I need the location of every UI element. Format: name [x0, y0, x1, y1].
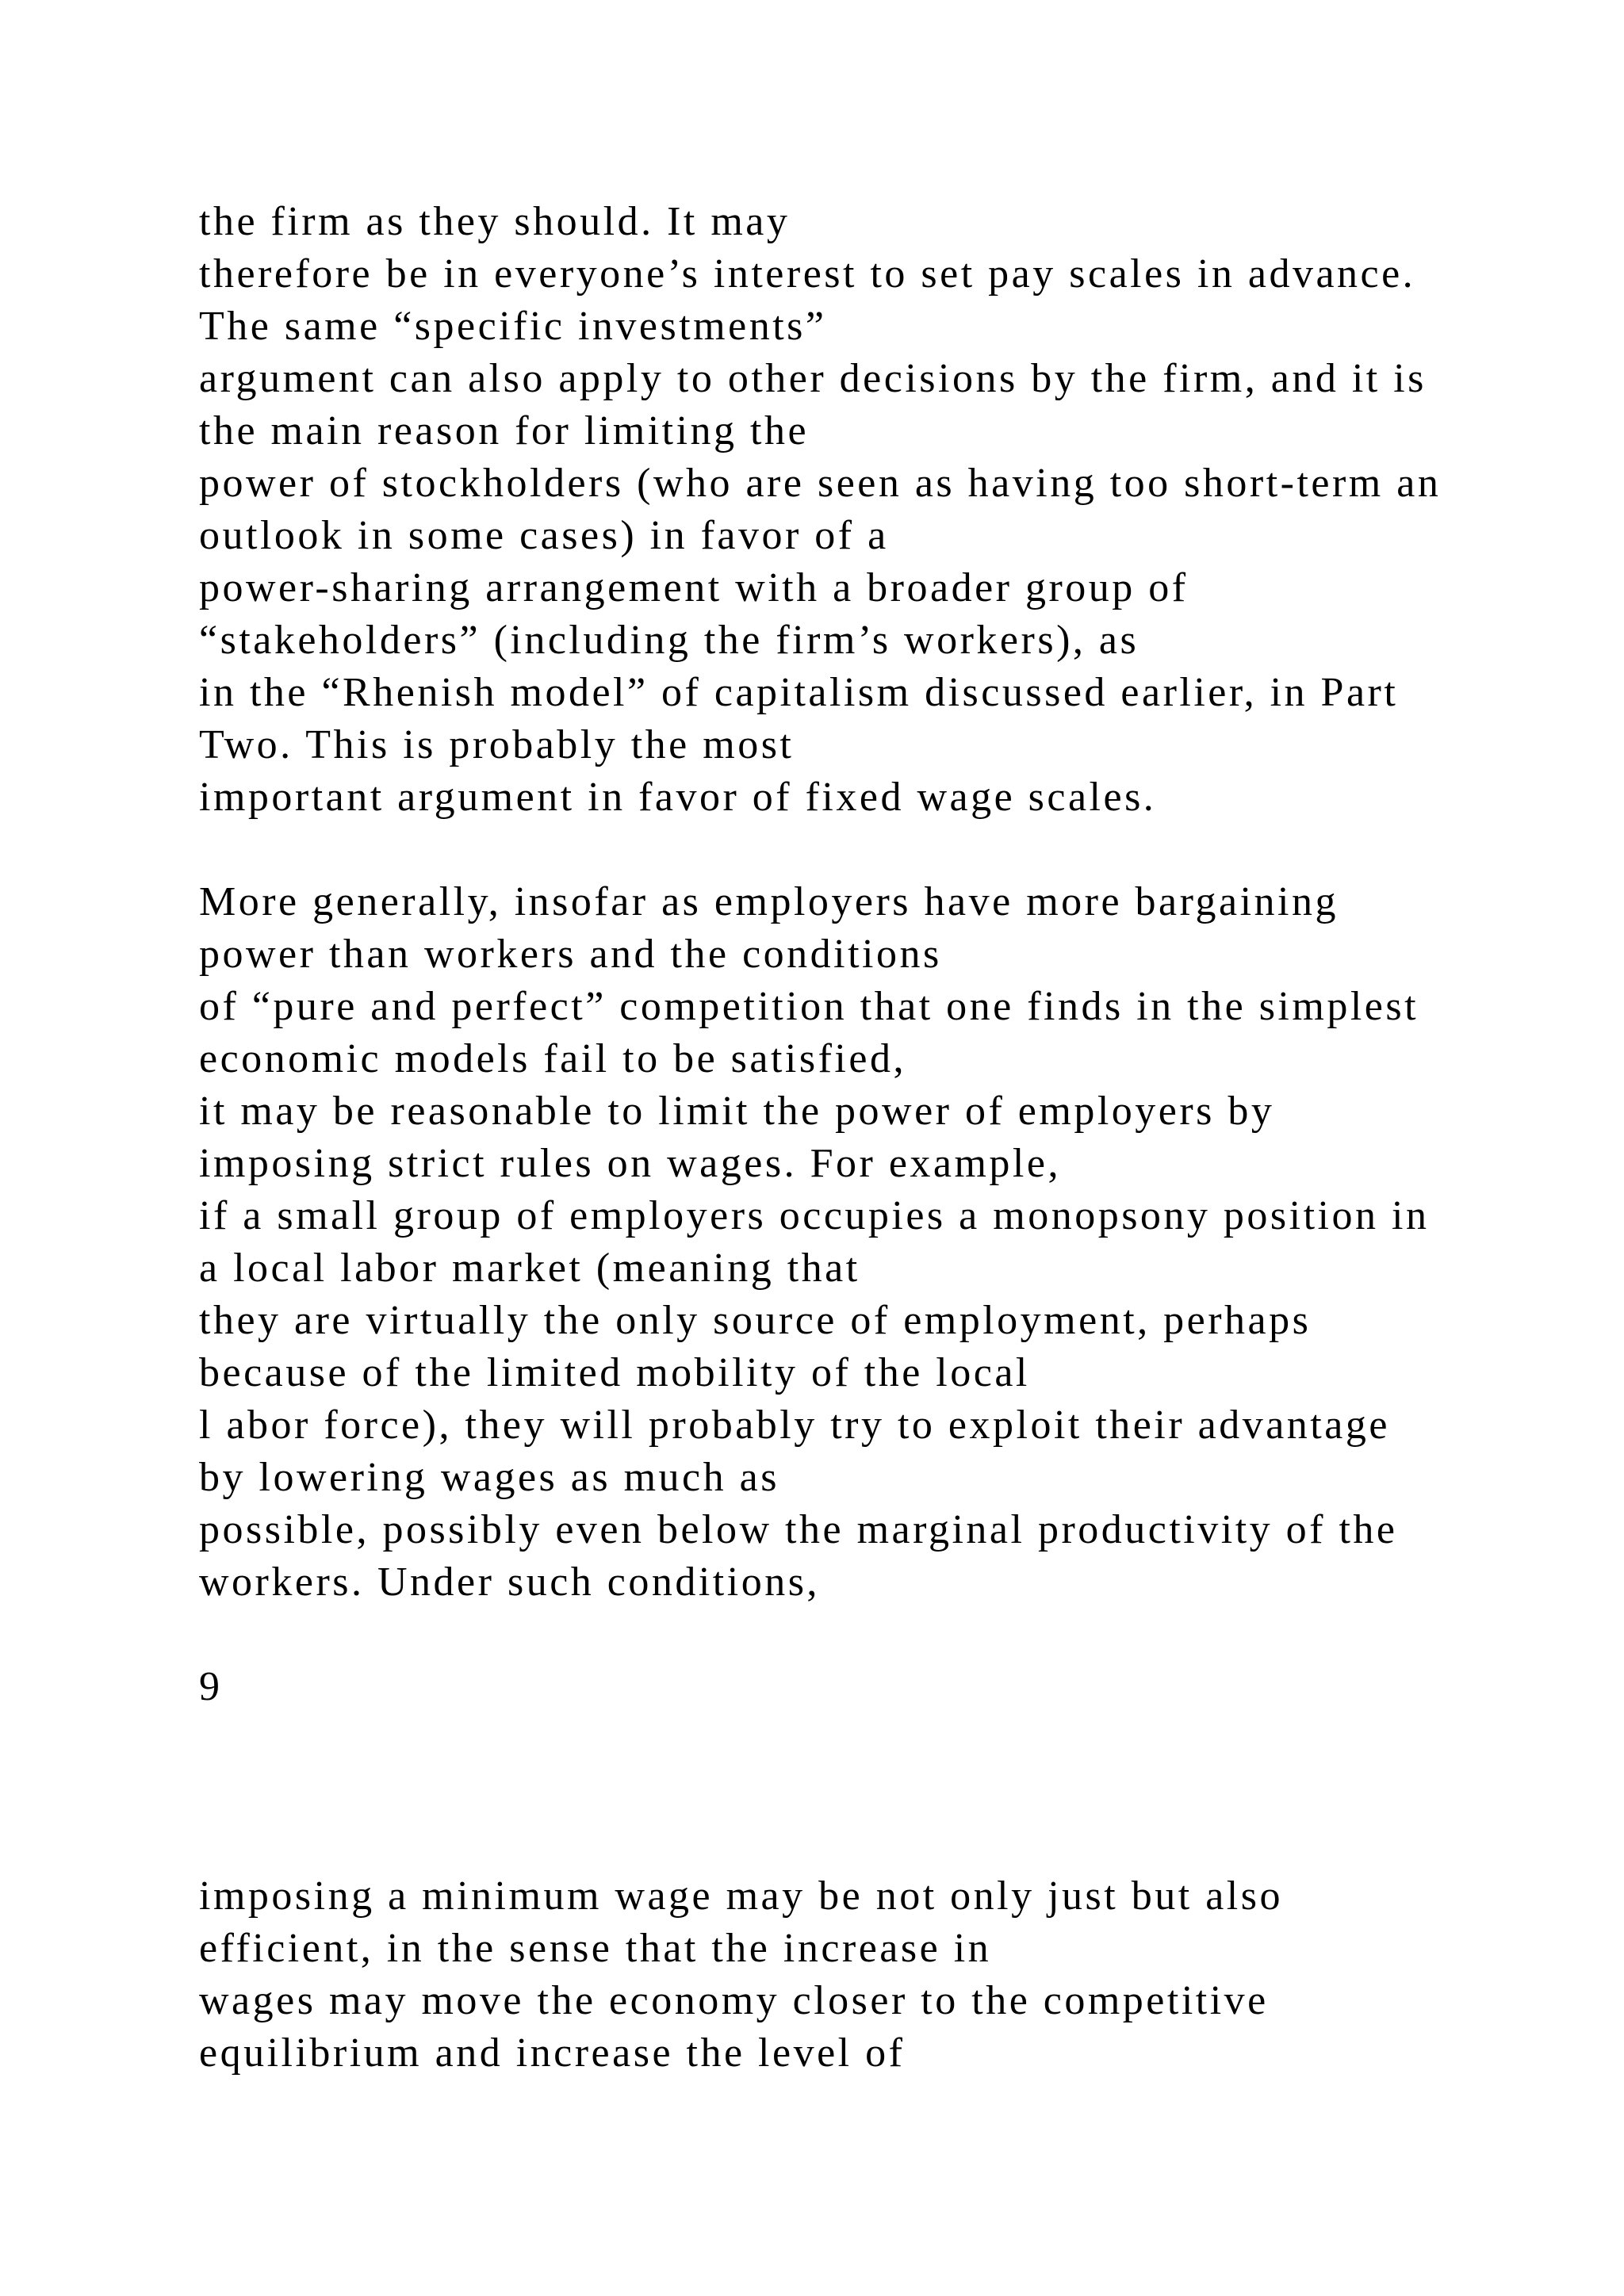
text-line: because of the limited mobility of the local: [199, 1350, 1030, 1395]
text-line: equilibrium and increase the level of: [199, 2030, 906, 2076]
text-line: if a small group of employers occupies a monopsony position in: [199, 1193, 1430, 1238]
text-line: efficient, in the sense that the increase in: [199, 1926, 992, 1971]
text-line: “stakeholders” (including the firm’s workers), as: [199, 618, 1139, 663]
paragraph-2: [199, 876, 1595, 1609]
text-line: by lowering wages as much as: [199, 1455, 779, 1500]
text-line: power than workers and the conditions: [199, 932, 942, 977]
text-line: economic models fail to be satisfied,: [199, 1036, 906, 1081]
text-line: therefore be in everyone’s interest to set pay scales in advance.: [199, 251, 1416, 297]
text-line: it may be reasonable to limit the power of employers by: [199, 1089, 1275, 1134]
paragraph-1: [199, 196, 1595, 824]
text-line: outlook in some cases) in favor of a: [199, 513, 889, 558]
text-line: the firm as they should. It may: [199, 199, 791, 244]
text-line: of “pure and perfect” competition that one finds in the simplest: [199, 984, 1419, 1029]
text-line: in the “Rhenish model” of capitalism discussed earlier, in Part: [199, 670, 1399, 715]
text-line: they are virtually the only source of employment, perhaps: [199, 1298, 1312, 1343]
text-line: More generally, insofar as employers have more bargaining: [199, 879, 1339, 924]
document-body: [199, 196, 1595, 2132]
page-number: 9: [199, 1664, 223, 1709]
text-line: imposing strict rules on wages. For example,: [199, 1141, 1061, 1186]
text-line: power-sharing arrangement with a broader group of: [199, 565, 1189, 610]
text-line: wages may move the economy closer to the competitive: [199, 1978, 1269, 2023]
text-line: The same “specific investments”: [199, 304, 827, 349]
text-line: a local labor market (meaning that: [199, 1246, 860, 1291]
text-line: Two. This is probably the most: [199, 722, 795, 767]
text-line: important argument in favor of fixed wage scales.: [199, 775, 1157, 820]
text-line: possible, possibly even below the marginal productivity of the: [199, 1507, 1398, 1552]
text-line: power of stockholders (who are seen as having too short-term an: [199, 461, 1442, 506]
text-line: the main reason for limiting the: [199, 408, 810, 453]
text-line: argument can also apply to other decisions by the firm, and it is: [199, 356, 1427, 401]
paragraph-3: [199, 1870, 1595, 2080]
text-line: l abor force), they will probably try to exploit their advantage: [199, 1402, 1390, 1448]
text-line: imposing a minimum wage may be not only just but also: [199, 1873, 1283, 1919]
text-line: workers. Under such conditions,: [199, 1559, 820, 1605]
